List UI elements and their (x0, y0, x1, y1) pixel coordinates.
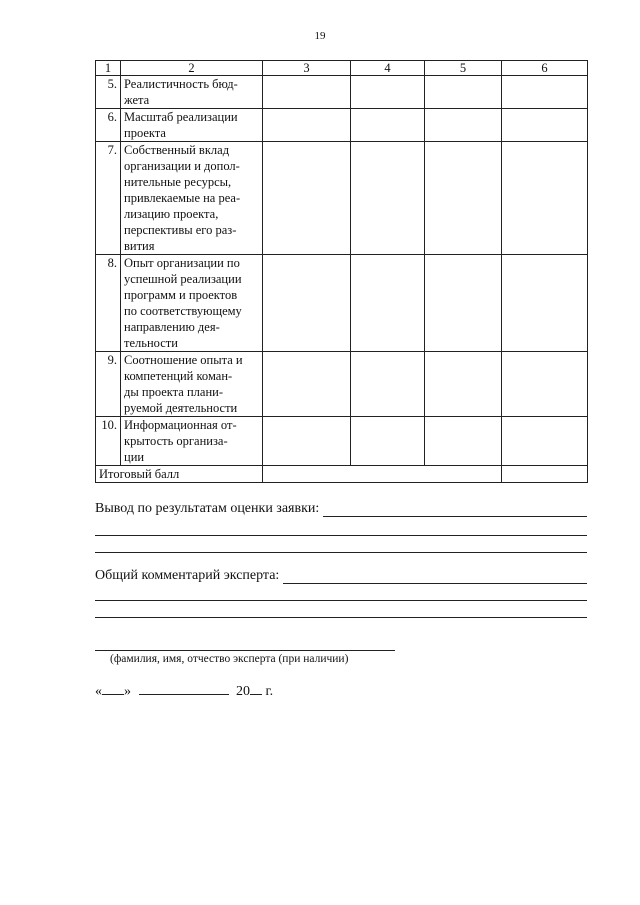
conclusion-label: Вывод по результатам оценки заявки: (95, 501, 320, 516)
criterion-label: Масштаб реализации проекта (121, 109, 263, 142)
evaluation-table (95, 60, 588, 483)
table-row (96, 142, 588, 255)
total-label: Итоговый балл (96, 466, 263, 483)
score-cell-col-3[interactable] (263, 109, 351, 142)
signature-caption: (фамилия, имя, отчество эксперта (при наличии) (110, 653, 349, 665)
signature-line[interactable] (95, 650, 395, 651)
score-cell-col-5[interactable] (425, 109, 502, 142)
date-open-quote: « (95, 684, 102, 699)
score-cell-col-6[interactable] (502, 352, 588, 417)
table-row (96, 76, 588, 109)
column-header: 3 (263, 61, 351, 76)
score-cell-col-4[interactable] (351, 417, 425, 466)
column-header: 6 (502, 61, 588, 76)
conclusion-line-3[interactable] (95, 552, 587, 553)
comment-section (95, 566, 587, 618)
column-header: 5 (425, 61, 502, 76)
score-cell-col-4[interactable] (351, 76, 425, 109)
total-row (96, 466, 588, 483)
comment-label: Общий комментарий эксперта: (95, 568, 280, 583)
table-row (96, 352, 588, 417)
score-cell-col-5[interactable] (425, 352, 502, 417)
table-row (96, 109, 588, 142)
row-number: 10. (96, 417, 121, 466)
row-number: 5. (96, 76, 121, 109)
date-close-quote: » (124, 684, 131, 699)
date-year-suffix: г. (265, 684, 274, 699)
score-cell-col-5[interactable] (425, 142, 502, 255)
criterion-label: Соотношение опыта и компетенций коман- ды проекта плани- руемой деятельности (121, 352, 263, 417)
score-cell-col-3[interactable] (263, 417, 351, 466)
score-cell-col-3[interactable] (263, 255, 351, 352)
criterion-label: Собственный вклад организации и допол- нительные ресурсы, привлекаемые на реа- лизацию проекта, перспективы его раз- вития (121, 142, 263, 255)
score-cell-col-6[interactable] (502, 255, 588, 352)
score-cell-col-6[interactable] (502, 142, 588, 255)
table-row (96, 255, 588, 352)
score-cell-col-5[interactable] (425, 76, 502, 109)
total-empty-cell (263, 466, 502, 483)
date-day-field[interactable] (102, 682, 124, 695)
conclusion-section (95, 499, 587, 553)
score-cell-col-4[interactable] (351, 109, 425, 142)
column-header: 1 (96, 61, 121, 76)
comment-line-3[interactable] (95, 617, 587, 618)
criteria-rows (96, 76, 588, 466)
table-row (96, 417, 588, 466)
date-year-prefix: 20 (236, 684, 250, 699)
row-number: 9. (96, 352, 121, 417)
score-cell-col-4[interactable] (351, 142, 425, 255)
page-number: 19 (314, 30, 326, 42)
column-header: 4 (351, 61, 425, 76)
table-header-row (96, 61, 588, 76)
comment-input-line[interactable] (283, 569, 587, 584)
column-header: 2 (121, 61, 263, 76)
criterion-label: Опыт организации по успешной реализации программ и проектов по соответствующему направлению дея- тельности (121, 255, 263, 352)
score-cell-col-4[interactable] (351, 255, 425, 352)
score-cell-col-6[interactable] (502, 417, 588, 466)
criterion-label: Реалистичность бюд- жета (121, 76, 263, 109)
score-cell-col-5[interactable] (425, 417, 502, 466)
row-number: 7. (96, 142, 121, 255)
date-year-field[interactable] (250, 682, 262, 695)
total-score-cell[interactable] (502, 466, 588, 483)
score-cell-col-3[interactable] (263, 76, 351, 109)
score-cell-col-4[interactable] (351, 352, 425, 417)
score-cell-col-6[interactable] (502, 76, 588, 109)
score-cell-col-3[interactable] (263, 142, 351, 255)
date-line (95, 682, 273, 700)
score-cell-col-6[interactable] (502, 109, 588, 142)
conclusion-line-2[interactable] (95, 535, 587, 536)
comment-line-2[interactable] (95, 600, 587, 601)
score-cell-col-3[interactable] (263, 352, 351, 417)
row-number: 8. (96, 255, 121, 352)
conclusion-input-line[interactable] (323, 502, 587, 517)
date-month-field[interactable] (139, 682, 229, 695)
row-number: 6. (96, 109, 121, 142)
criterion-label: Информационная от- крытость организа- ции (121, 417, 263, 466)
score-cell-col-5[interactable] (425, 255, 502, 352)
